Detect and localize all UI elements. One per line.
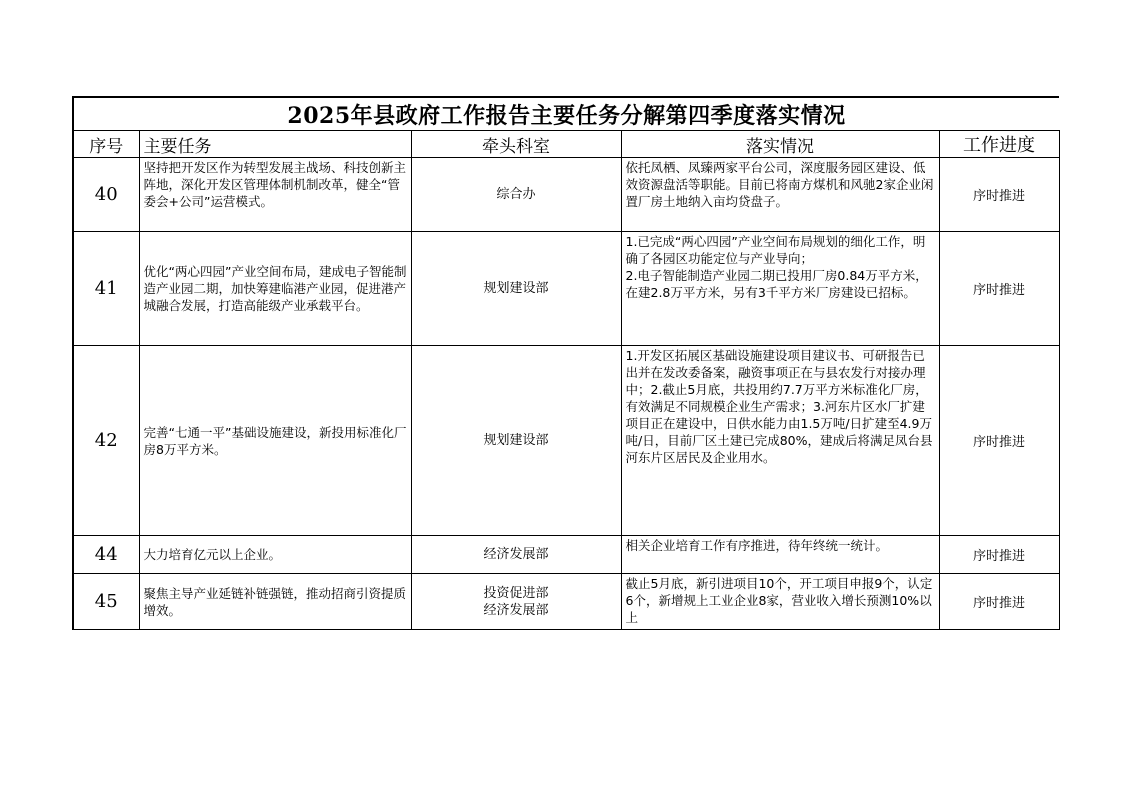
document-title: 2025年县政府工作报告主要任务分解第四季度落实情况 (73, 97, 1059, 131)
row-progress: 序时推进 (939, 346, 1059, 536)
row-task: 完善“七通一平”基础设施建设，新投用标准化厂房8万平方米。 (139, 346, 411, 536)
table-row (73, 536, 1059, 574)
row-progress: 序时推进 (939, 536, 1059, 574)
row-status: 1.已完成“两心四园”产业空间布局规划的细化工作，明确了各园区功能定位与产业导向； 2.电子智能制造产业园二期已投用厂房0.84万平方米，在建2.8万平方米，另有3千平方米厂房建设已招标。 (621, 232, 939, 346)
row-status: 1.开发区拓展区基础设施建设项目建议书、可研报告已出并在发改委备案，融资事项正在与县农发行对接办理中；2.截止5月底，共投用约7.7万平方米标准化厂房，有效满足不同规模企业生产需求；3.河东片区水厂扩建项目正在建设中，日供水能力由1.5万吨/日扩建至4.9万吨/日，目前厂区土建已完成80%，建成后将满足凤台县河东片区居民及企业用水。 (621, 346, 939, 536)
table-row (73, 158, 1059, 232)
row-number: 42 (73, 346, 139, 536)
row-status: 依托凤栖、凤臻两家平台公司，深度服务园区建设、低效资源盘活等职能。目前已将南方煤机和风驰2家企业闲置厂房土地纳入亩均贷盘子。 (621, 158, 939, 232)
row-dept: 投资促进部 经济发展部 (411, 574, 621, 630)
row-number: 41 (73, 232, 139, 346)
row-status: 截止5月底，新引进项目10个，开工项目申报9个，认定6个，新增规上工业企业8家，营业收入增长预测10%以上 (621, 574, 939, 630)
row-number: 40 (73, 158, 139, 232)
header-no: 序号 (73, 131, 139, 158)
row-status: 相关企业培育工作有序推进，待年终统一统计。 (621, 536, 939, 574)
row-number: 44 (73, 536, 139, 574)
header-dept: 牵头科室 (411, 131, 621, 158)
row-progress: 序时推进 (939, 158, 1059, 232)
row-task: 大力培育亿元以上企业。 (139, 536, 411, 574)
header-status: 落实情况 (621, 131, 939, 158)
row-number: 45 (73, 574, 139, 630)
title-row (73, 97, 1059, 131)
row-dept: 规划建设部 (411, 232, 621, 346)
header-progress: 工作进度 (939, 131, 1059, 158)
header-task: 主要任务 (139, 131, 411, 158)
row-dept: 规划建设部 (411, 346, 621, 536)
header-row (73, 131, 1059, 158)
table-row (73, 346, 1059, 536)
row-dept: 综合办 (411, 158, 621, 232)
report-sheet (72, 96, 1036, 630)
table-row (73, 232, 1059, 346)
row-dept: 经济发展部 (411, 536, 621, 574)
row-task: 坚持把开发区作为转型发展主战场、科技创新主阵地，深化开发区管理体制机制改革，健全“管委会+公司”运营模式。 (139, 158, 411, 232)
table-row (73, 574, 1059, 630)
row-task: 优化“两心四园”产业空间布局，建成电子智能制造产业园二期，加快筹建临港产业园，促进港产城融合发展，打造高能级产业承载平台。 (139, 232, 411, 346)
row-task: 聚焦主导产业延链补链强链，推动招商引资提质增效。 (139, 574, 411, 630)
row-progress: 序时推进 (939, 574, 1059, 630)
row-progress: 序时推进 (939, 232, 1059, 346)
task-table (72, 96, 1060, 630)
